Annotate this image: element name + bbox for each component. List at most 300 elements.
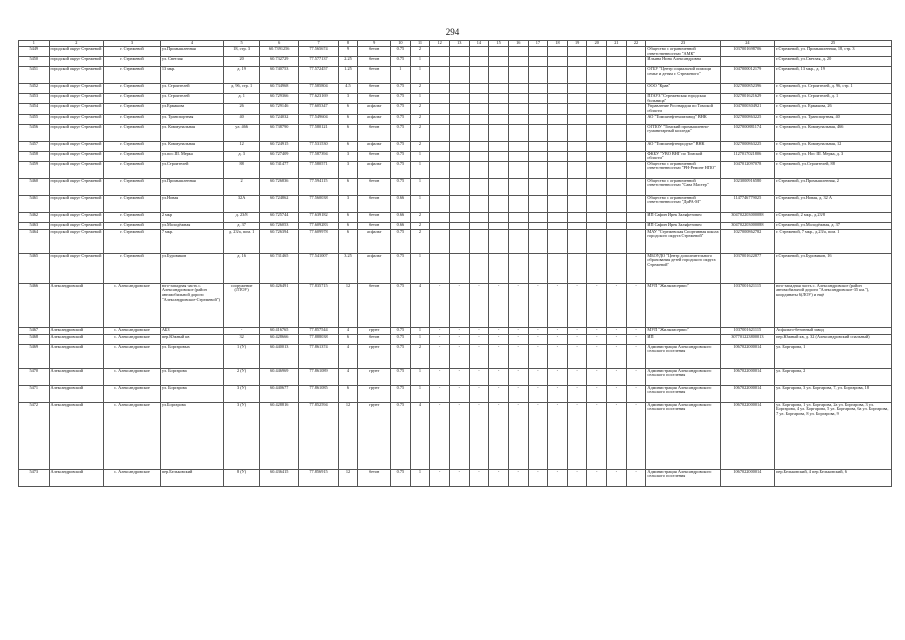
table-cell: грунт	[358, 368, 391, 385]
table-cell: 5453	[19, 94, 50, 104]
table-cell	[548, 124, 568, 141]
table-cell	[587, 253, 607, 283]
table-cell: 20	[224, 57, 260, 67]
table-cell	[430, 124, 450, 141]
table-cell	[587, 114, 607, 124]
table-cell: г. Стрежевой	[104, 161, 161, 178]
table-cell: 40	[224, 114, 260, 124]
table-cell	[567, 229, 587, 253]
table-cell: 60.734968	[260, 84, 299, 94]
table-cell: -	[430, 385, 450, 402]
table-cell: бетон	[358, 283, 391, 327]
table-cell	[587, 124, 607, 141]
table-cell: юго-западная часть с. Александровское (район автомобильной дороги "Александровское-Стрежевой")	[160, 283, 223, 327]
table-cell: Ильина Нина Александровна	[646, 57, 720, 67]
table-cell: -	[626, 368, 646, 385]
table-cell: 4	[410, 283, 430, 327]
table-cell	[626, 47, 646, 57]
table-cell: д. 3	[224, 151, 260, 161]
table-cell: городской округ Стрежевой	[49, 178, 104, 195]
table-cell: 77.541007	[299, 253, 338, 283]
table-cell	[607, 84, 627, 94]
table-cell	[567, 151, 587, 161]
table-cell: -	[567, 327, 587, 334]
table-cell	[528, 178, 548, 195]
table-cell: 304702203000088	[720, 222, 775, 229]
table-cell: -	[607, 385, 627, 402]
table-cell: 1023000916580	[720, 178, 775, 195]
table-cell	[508, 253, 528, 283]
table-row	[19, 141, 892, 151]
column-header: 10	[391, 41, 411, 47]
table-cell	[430, 141, 450, 151]
table-cell	[430, 229, 450, 253]
table-cell: -	[508, 402, 528, 469]
table-cell: г. Стрежевой, ул.Строителей, 88	[775, 161, 892, 178]
table-cell: 5451	[19, 67, 50, 84]
table-cell: 3	[338, 94, 358, 104]
table-cell: -	[508, 334, 528, 344]
table-cell	[489, 195, 509, 212]
table-cell: 5471	[19, 385, 50, 402]
table-cell	[587, 151, 607, 161]
table-cell: -	[548, 283, 568, 327]
table-cell: -	[548, 344, 568, 368]
table-cell: 0.75	[391, 94, 411, 104]
table-cell	[528, 57, 548, 67]
table-cell: -	[528, 344, 548, 368]
table-cell: 1	[410, 94, 430, 104]
table-cell: г.Стрежевой, ул.Молодёжная, д. 37	[775, 222, 892, 229]
table-cell: 1	[410, 327, 430, 334]
table-cell: -	[489, 344, 509, 368]
table-cell: г. Стрежевой, ул. Транспортная, 40	[775, 114, 892, 124]
table-cell	[587, 161, 607, 178]
table-cell	[430, 161, 450, 178]
table-cell: 2	[410, 212, 430, 222]
column-header: 20	[587, 41, 607, 47]
table-cell: г. Стрежевой, ул. Ермакова, 26	[775, 104, 892, 114]
table-cell	[469, 161, 489, 178]
table-cell: 1067022000014	[720, 385, 775, 402]
table-cell	[430, 222, 450, 229]
column-header: 12	[430, 41, 450, 47]
table-cell	[508, 212, 528, 222]
table-cell	[469, 212, 489, 222]
table-cell	[508, 229, 528, 253]
table-cell: -	[508, 469, 528, 486]
table-cell: 304702203000088	[720, 212, 775, 222]
table-cell: 0.75	[391, 229, 411, 253]
table-cell: ООО "Крав"	[646, 84, 720, 94]
table-cell	[469, 94, 489, 104]
table-cell	[508, 178, 528, 195]
table-cell: грунт	[358, 402, 391, 469]
table-row	[19, 151, 892, 161]
table-cell	[449, 253, 469, 283]
table-cell: ул.Промышленная	[160, 47, 223, 57]
table-cell: 77.857544	[299, 327, 338, 334]
table-cell: 5461	[19, 195, 50, 212]
table-cell	[548, 57, 568, 67]
table-cell: городской округ Стрежевой	[49, 84, 104, 94]
table-cell: 1027000863225	[720, 141, 775, 151]
table-cell: 60.440013	[260, 344, 299, 368]
table-body	[19, 47, 892, 487]
table-cell: 6	[338, 334, 358, 344]
table-cell: 32А	[224, 195, 260, 212]
table-cell: 1027000852396	[720, 84, 775, 94]
table-cell: -	[607, 334, 627, 344]
table-cell: 5469	[19, 344, 50, 368]
table-cell: Александровский	[49, 469, 104, 486]
table-cell	[548, 161, 568, 178]
table-cell	[508, 57, 528, 67]
table-cell	[548, 47, 568, 57]
table-cell	[567, 161, 587, 178]
table-cell: 77.861089	[299, 368, 338, 385]
column-header: 19	[567, 41, 587, 47]
table-cell	[607, 229, 627, 253]
table-cell	[567, 104, 587, 114]
column-header: 23	[646, 41, 720, 47]
table-cell: 6	[338, 141, 358, 151]
table-cell: 5464	[19, 229, 50, 253]
table-cell	[626, 84, 646, 94]
table-cell: 60.731465	[260, 253, 299, 283]
table-cell: Александровский	[49, 283, 104, 327]
table-cell	[489, 229, 509, 253]
table-cell	[469, 84, 489, 94]
table-cell: бетон	[358, 124, 391, 141]
table-cell	[548, 141, 568, 151]
table-cell: 0.75	[391, 327, 411, 334]
table-cell: -	[607, 368, 627, 385]
table-cell: городской округ Стрежевой	[49, 161, 104, 178]
table-cell: городской округ Стрежевой	[49, 212, 104, 222]
table-cell: -	[587, 344, 607, 368]
table-cell: -	[567, 385, 587, 402]
table-cell: 5455	[19, 114, 50, 124]
table-cell: 77.852594	[299, 402, 338, 469]
table-cell: 6	[338, 114, 358, 124]
table-cell: МБОУДО "Центр дополнительного образования детей городского округа Стрежевой"	[646, 253, 720, 283]
table-cell: 0.75	[391, 124, 411, 141]
table-cell: г. Стрежевой	[104, 57, 161, 67]
table-cell: 2	[410, 141, 430, 151]
table-cell: г. Стрежевой	[104, 47, 161, 57]
table-cell	[469, 141, 489, 151]
table-cell	[587, 47, 607, 57]
table-cell: 5470	[19, 368, 50, 385]
table-row	[19, 334, 892, 344]
table-cell	[449, 141, 469, 151]
table-cell	[430, 104, 450, 114]
table-cell: 60.738790	[260, 124, 299, 141]
table-cell: 60.724915	[260, 141, 299, 151]
table-row	[19, 47, 892, 57]
table-cell: -	[607, 402, 627, 469]
table-cell	[469, 57, 489, 67]
table-cell: 7 мкр.	[160, 229, 223, 253]
table-cell	[587, 212, 607, 222]
table-cell: 1	[410, 253, 430, 283]
table-cell: 60.428666	[260, 334, 299, 344]
table-cell: г. Стрежевой	[104, 195, 161, 212]
table-row	[19, 469, 892, 486]
table-cell	[626, 222, 646, 229]
table-cell: 1	[410, 67, 430, 84]
table-cell: 4.5	[338, 84, 358, 94]
table-cell	[489, 253, 509, 283]
table-cell: 4	[338, 327, 358, 334]
table-cell: 2 мкр	[160, 212, 223, 222]
table-cell: Александровский	[49, 385, 104, 402]
table-cell: 1047012097078	[720, 161, 775, 178]
table-cell	[449, 151, 469, 161]
table-cell: 307701223800013	[720, 334, 775, 344]
table-cell: -	[587, 283, 607, 327]
table-cell	[548, 178, 568, 195]
table-cell: 0.75	[391, 141, 411, 151]
table-cell: 0.75	[391, 469, 411, 486]
table-cell	[528, 141, 548, 151]
column-header: 16	[508, 41, 528, 47]
table-cell	[607, 124, 627, 141]
table-cell: -	[489, 327, 509, 334]
table-cell	[626, 161, 646, 178]
table-cell	[607, 94, 627, 104]
table-cell	[528, 229, 548, 253]
table-cell: 5460	[19, 178, 50, 195]
column-header: 24	[720, 41, 775, 47]
table-cell	[626, 141, 646, 151]
table-cell: 60.724032	[260, 114, 299, 124]
table-cell: 1.25	[338, 67, 358, 84]
table-row	[19, 57, 892, 67]
table-cell: г. Стрежевой	[104, 253, 161, 283]
table-cell: Общество с ограниченной ответственностью "Сава Мастер"	[646, 178, 720, 195]
column-header: 13	[449, 41, 469, 47]
column-header: 7	[299, 41, 338, 47]
table-cell: 2	[410, 114, 430, 124]
table-cell: 1	[410, 334, 430, 344]
table-cell	[489, 222, 509, 229]
table-cell: Общество с ограниченной ответственностью "АМК"	[646, 47, 720, 57]
table-cell: сооружение (ЛТОУ)	[224, 283, 260, 327]
table-cell: 60.727409	[260, 151, 299, 161]
table-cell: -	[489, 469, 509, 486]
table-cell: -	[607, 327, 627, 334]
table-cell: 1027000881174	[720, 124, 775, 141]
table-cell: ул. 466	[224, 124, 260, 141]
table-cell	[430, 94, 450, 104]
table-cell: -	[224, 327, 260, 334]
table-cell	[528, 253, 548, 283]
table-cell: ул. Боргарова	[160, 368, 223, 385]
table-cell: городской округ Стрежевой	[49, 229, 104, 253]
table-cell: 0.75	[391, 283, 411, 327]
table-cell: 60.446969	[260, 368, 299, 385]
table-cell: -	[449, 327, 469, 334]
table-cell: 2 (У)	[224, 368, 260, 385]
table-cell: 1067022000014	[720, 469, 775, 486]
table-cell: 1037001621115	[720, 283, 775, 327]
table-cell: -	[528, 402, 548, 469]
table-cell: 6	[338, 212, 358, 222]
table-cell: ФКБУ "УВО ВНГ по Томской области"	[646, 151, 720, 161]
table-cell	[587, 57, 607, 67]
column-header: 21	[607, 41, 627, 47]
table-cell	[430, 84, 450, 94]
table-cell	[567, 253, 587, 283]
table-cell	[626, 114, 646, 124]
table-cell: г.Стрежевой, ул.Светлая, д. 20	[775, 57, 892, 67]
table-cell: -	[469, 469, 489, 486]
table-cell	[430, 47, 450, 57]
table-cell: 1067022000014	[720, 368, 775, 385]
table-cell: 60.729146	[260, 104, 299, 114]
table-cell: г.Стрежевой, ул.Новая, д. 32 А	[775, 195, 892, 212]
table-cell: 2	[224, 178, 260, 195]
table-cell: 13 мкр.	[160, 67, 223, 84]
table-cell: г.Стрежевой, ул.Промышленная, 2	[775, 178, 892, 195]
table-cell: 2.25	[338, 57, 358, 67]
table-cell: 77.835715	[299, 283, 338, 327]
table-cell: 5457	[19, 141, 50, 151]
table-cell: 2	[410, 229, 430, 253]
table-cell: -	[567, 469, 587, 486]
table-cell: 88	[224, 161, 260, 178]
table-cell: -	[430, 334, 450, 344]
table-cell: 5449	[19, 47, 50, 57]
table-cell	[528, 222, 548, 229]
table-cell: 18, стр. 3	[224, 47, 260, 57]
table-cell	[567, 178, 587, 195]
table-cell: -	[469, 327, 489, 334]
table-cell: 0.75	[391, 385, 411, 402]
table-cell	[508, 151, 528, 161]
table-cell: 77.580121	[299, 124, 338, 141]
table-cell: д. 23/8	[224, 212, 260, 222]
table-cell: АО "Томскнефтехимзавод" ВНК	[646, 114, 720, 124]
table-cell: 6	[338, 104, 358, 114]
table-cell	[567, 84, 587, 94]
table-cell: -	[508, 344, 528, 368]
table-row	[19, 385, 892, 402]
table-cell: городской округ Стрежевой	[49, 67, 104, 84]
table-cell: -	[548, 402, 568, 469]
table-cell: 77.888038	[299, 334, 338, 344]
column-header: 22	[626, 41, 646, 47]
table-row	[19, 114, 892, 124]
table-cell: -	[626, 344, 646, 368]
table-cell	[430, 195, 450, 212]
column-header: 25	[775, 41, 892, 47]
table-cell: ул. Боргаровых	[160, 344, 223, 368]
table-cell: АО "Томскнефтепродукт" ВНК	[646, 141, 720, 151]
table-cell: -	[449, 334, 469, 344]
table-cell: -	[489, 402, 509, 469]
table-cell: Александровский	[49, 368, 104, 385]
column-header: 8	[338, 41, 358, 47]
table-cell: бетон	[358, 57, 391, 67]
table-cell	[548, 104, 568, 114]
table-row	[19, 178, 892, 195]
table-cell	[626, 94, 646, 104]
table-cell: 6	[338, 385, 358, 402]
table-cell: 77.531530	[299, 141, 338, 151]
table-cell	[587, 178, 607, 195]
table-cell: 1147746779025	[720, 195, 775, 212]
table-cell: -	[449, 344, 469, 368]
table-cell: -	[626, 469, 646, 486]
table-cell: г. Стрежевой	[104, 67, 161, 84]
table-cell: асфальт	[358, 104, 391, 114]
table-cell: 12	[338, 283, 358, 327]
table-cell: ул.Промышленная	[160, 178, 223, 195]
table-cell: г. Стрежевой	[104, 151, 161, 161]
table-cell: 5473	[19, 469, 50, 486]
table-cell: -	[489, 334, 509, 344]
table-cell	[430, 178, 450, 195]
table-cell: асфальт	[358, 114, 391, 124]
table-cell	[430, 253, 450, 283]
table-row	[19, 344, 892, 368]
table-cell: -	[508, 283, 528, 327]
table-cell: -	[567, 334, 587, 344]
table-cell: бетон	[358, 151, 391, 161]
table-cell: с. Александровское	[104, 283, 161, 327]
table-cell	[449, 222, 469, 229]
table-cell: 3	[338, 161, 358, 178]
table-cell: 0.75	[391, 84, 411, 94]
table-cell	[567, 212, 587, 222]
table-cell	[449, 94, 469, 104]
table-cell	[607, 151, 627, 161]
table-cell: 5458	[19, 151, 50, 161]
table-cell	[548, 84, 568, 94]
table-cell: 60.724862	[260, 195, 299, 212]
table-cell: 77.605347	[299, 104, 338, 114]
table-cell: Администрация Александровского сельского поселения	[646, 368, 720, 385]
table-cell: д. 96, стр. 1	[224, 84, 260, 94]
table-cell: 60.725744	[260, 212, 299, 222]
table-cell	[508, 222, 528, 229]
table-cell: 6	[338, 124, 358, 141]
table-cell	[469, 67, 489, 84]
table-cell: бетон	[358, 178, 391, 195]
table-cell: д. 37	[224, 222, 260, 229]
table-cell	[489, 114, 509, 124]
table-cell: 1037001622877	[720, 253, 775, 283]
table-cell: 4	[338, 368, 358, 385]
table-cell: ул. Строителей	[160, 84, 223, 94]
table-cell	[528, 84, 548, 94]
table-cell: -	[449, 283, 469, 327]
table-cell	[489, 84, 509, 94]
table-cell	[469, 124, 489, 141]
table-cell	[567, 67, 587, 84]
table-cell: городской округ Стрежевой	[49, 104, 104, 114]
table-cell: 2	[410, 47, 430, 57]
table-cell: 77.594115	[299, 178, 338, 195]
table-cell	[430, 67, 450, 84]
table-cell: -	[587, 402, 607, 469]
table-cell	[587, 229, 607, 253]
table-cell: ул. Боргарова, 2	[775, 368, 892, 385]
table-cell: Администрация Александровского сельского поселения	[646, 469, 720, 486]
